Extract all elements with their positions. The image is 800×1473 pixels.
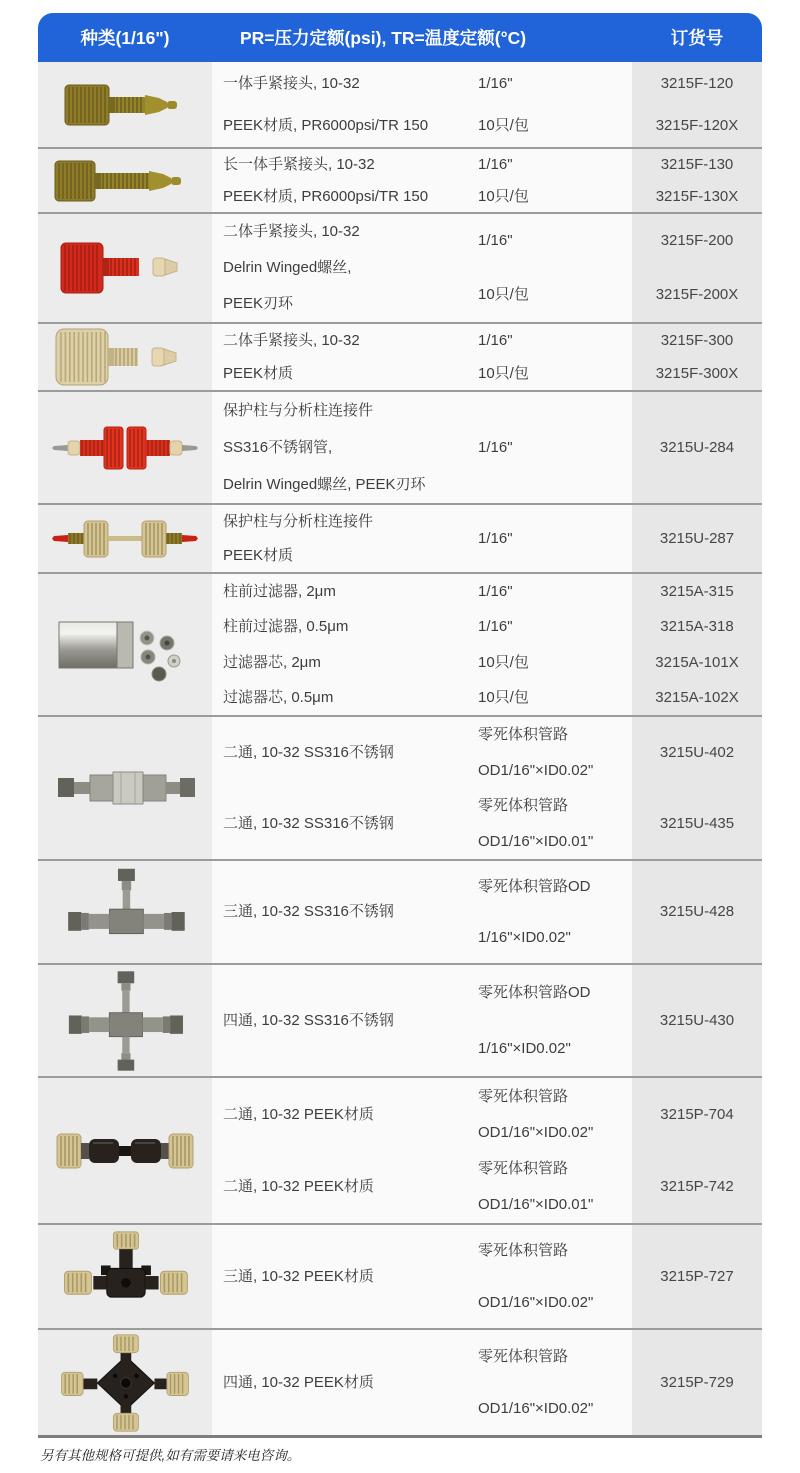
order-number: 3215U-284 (659, 438, 735, 456)
product-spec-line: 10只/包 (478, 688, 529, 706)
product-desc-line: 过滤器芯, 0.5μm (223, 688, 334, 706)
product-desc-line: PEEK材质, PR6000psi/TR 150 (223, 117, 429, 135)
order-number: 3215F-130X (655, 187, 739, 205)
product-spec-line: 1/16" (478, 438, 513, 456)
product-spec-line: 零死体积管路 (478, 1087, 569, 1105)
product-spec-line: 1/16"×ID0.02" (478, 928, 571, 946)
product-spec-line: 1/16" (478, 618, 513, 636)
product-desc-column (212, 149, 478, 212)
product-spec-line: OD1/16"×ID0.02" (478, 1123, 594, 1141)
product-image-cell (38, 861, 212, 963)
product-spec-line: OD1/16"×ID0.01" (478, 832, 594, 850)
product-spec-cell (212, 574, 632, 715)
product-spec-line: 零死体积管路 (478, 797, 569, 815)
order-number-cell (632, 965, 762, 1076)
product-desc-line: PEEK材质 (223, 546, 294, 564)
product-desc-line: 二通, 10-32 PEEK材质 (223, 1105, 374, 1123)
product-size-column (478, 965, 632, 1076)
product-desc-column (212, 1330, 478, 1435)
table-row (38, 963, 762, 1076)
product-desc-line: 柱前过滤器, 2μm (223, 583, 336, 600)
product-spec-line: 1/16" (478, 74, 513, 92)
product-spec-cell (212, 717, 632, 859)
product-desc-line: 三通, 10-32 PEEK材质 (223, 1267, 374, 1285)
steel-tee-photo (55, 865, 196, 959)
product-image-cell (38, 505, 212, 572)
order-number: 3215U-435 (659, 814, 735, 832)
product-spec-line: 10只/包 (478, 286, 529, 304)
product-image-cell (38, 1330, 212, 1435)
steel-cross-photo (56, 969, 194, 1073)
product-desc-column (212, 717, 478, 859)
order-number: 3215A-318 (660, 618, 734, 636)
table-row (38, 572, 762, 715)
peek-tee-photo (53, 1229, 197, 1325)
product-desc-column (212, 62, 478, 147)
product-desc-column (212, 505, 478, 572)
product-desc-line: 三通, 10-32 SS316不锈钢 (223, 903, 394, 921)
order-number: 3215F-120 (660, 74, 734, 92)
product-desc-line: 二通, 10-32 SS316不锈钢 (223, 814, 394, 832)
product-desc-line: 二体手紧接头, 10-32 (223, 223, 360, 241)
order-number: 3215P-742 (660, 1178, 734, 1196)
product-spec-line: 零死体积管路OD (478, 877, 591, 895)
product-image-cell (38, 1225, 212, 1328)
product-spec-line: 零死体积管路 (478, 1347, 569, 1365)
product-desc-column (212, 324, 478, 390)
product-desc-line: 四通, 10-32 PEEK材质 (223, 1373, 374, 1391)
product-spec-line: 1/16"×ID0.02" (478, 1039, 571, 1057)
product-desc-line: PEEK刃环 (223, 295, 294, 313)
table-row (38, 322, 762, 390)
product-spec-line: 零死体积管路OD (478, 984, 591, 1002)
order-number-cell (632, 149, 762, 212)
order-number-cell (632, 324, 762, 390)
product-spec-line: OD1/16"×ID0.02" (478, 1293, 594, 1311)
product-spec-line: OD1/16"×ID0.02" (478, 1400, 594, 1418)
product-desc-line: 一体手紧接头, 10-32 (223, 74, 360, 92)
product-image-cell (38, 965, 212, 1076)
product-size-column (478, 1078, 632, 1223)
product-spec-line: 1/16" (478, 232, 513, 250)
product-size-column (478, 717, 632, 859)
product-desc-line: 二通, 10-32 PEEK材质 (223, 1178, 374, 1196)
order-number: 3215A-315 (660, 583, 734, 600)
product-size-column (478, 505, 632, 572)
order-number: 3215F-200X (655, 286, 739, 304)
product-image-cell (38, 149, 212, 212)
product-desc-line: 过滤器芯, 2μm (223, 653, 321, 671)
product-spec-cell (212, 1225, 632, 1328)
order-number-cell (632, 1225, 762, 1328)
order-number: 3215F-200 (660, 232, 734, 250)
order-number: 3215P-729 (660, 1373, 734, 1391)
product-spec-line: 零死体积管路 (478, 726, 569, 744)
peek-union-photo (51, 1126, 199, 1176)
table-row (38, 212, 762, 322)
product-spec-line: OD1/16"×ID0.01" (478, 1196, 594, 1214)
product-spec-cell (212, 324, 632, 390)
order-number: 3215P-727 (660, 1267, 734, 1285)
product-desc-column (212, 574, 478, 715)
product-spec-cell (212, 505, 632, 572)
product-image-cell (38, 1078, 212, 1223)
product-image-cell (38, 717, 212, 859)
product-spec-line: 零死体积管路 (478, 1242, 569, 1260)
product-size-column (478, 392, 632, 503)
order-number: 3215U-428 (659, 903, 735, 921)
order-number: 3215U-402 (659, 743, 735, 761)
product-image-cell (38, 214, 212, 322)
product-desc-line: Delrin Winged螺丝, (223, 259, 352, 277)
order-number-cell (632, 392, 762, 503)
product-size-column (478, 214, 632, 322)
product-spec-line: 1/16" (478, 156, 513, 174)
product-size-column (478, 574, 632, 715)
order-number: 3215F-300X (655, 364, 739, 382)
product-desc-line: 保护柱与分析柱连接件 (223, 513, 374, 531)
order-number-cell (632, 574, 762, 715)
product-spec-line: 10只/包 (478, 364, 529, 382)
table-row (38, 715, 762, 859)
order-number: 3215F-300 (660, 331, 734, 349)
product-spec-cell (212, 62, 632, 147)
table-row (38, 1223, 762, 1328)
red-two-piece-fitting-photo (55, 236, 195, 300)
product-desc-line: 保护柱与分析柱连接件 (223, 401, 374, 419)
tan-peek-column-coupler-photo (50, 515, 200, 563)
product-spec-cell (212, 861, 632, 963)
order-number: 3215U-430 (659, 1011, 735, 1029)
product-spec-cell (212, 1330, 632, 1435)
tan-two-piece-fitting-photo (52, 324, 198, 390)
product-spec-line: 10只/包 (478, 117, 529, 135)
product-desc-column (212, 392, 478, 503)
table-header-row (38, 13, 762, 62)
order-number-cell (632, 505, 762, 572)
order-number: 3215A-102X (655, 688, 739, 706)
product-image-cell (38, 574, 212, 715)
gold-one-piece-fitting-photo (55, 77, 195, 133)
order-number-cell (632, 1330, 762, 1435)
product-spec-line: 10只/包 (478, 653, 529, 671)
product-spec-line: 1/16" (478, 331, 513, 349)
product-size-column (478, 1330, 632, 1435)
table-row (38, 859, 762, 963)
product-desc-line: SS316不锈钢管, (223, 438, 333, 456)
product-desc-column (212, 1225, 478, 1328)
product-spec-line: 1/16" (478, 529, 513, 547)
table-row (38, 1328, 762, 1435)
red-steel-column-coupler-photo (50, 421, 200, 475)
header-category: 种类(1/16") (80, 28, 170, 48)
product-size-column (478, 62, 632, 147)
table-row (38, 390, 762, 503)
header-order-number: 订货号 (670, 28, 724, 48)
order-number: 3215U-287 (659, 529, 735, 547)
product-table-body (38, 62, 762, 1435)
product-size-column (478, 1225, 632, 1328)
product-desc-line: PEEK材质, PR6000psi/TR 150 (223, 187, 429, 205)
product-desc-line: 二通, 10-32 SS316不锈钢 (223, 743, 394, 761)
order-number-cell (632, 62, 762, 147)
product-image-cell (38, 62, 212, 147)
product-size-column (478, 149, 632, 212)
product-desc-line: PEEK材质 (223, 364, 294, 382)
order-number: 3215F-130 (660, 156, 734, 174)
product-desc-column (212, 965, 478, 1076)
order-number-cell (632, 717, 762, 859)
product-desc-line: Delrin Winged螺丝, PEEK刃环 (223, 475, 426, 493)
order-number: 3215A-101X (655, 653, 739, 671)
product-table (38, 13, 762, 1438)
product-size-column (478, 861, 632, 963)
product-spec-cell (212, 1078, 632, 1223)
table-row (38, 1076, 762, 1223)
product-desc-column (212, 1078, 478, 1223)
product-spec-line: OD1/16"×ID0.02" (478, 761, 594, 779)
table-row (38, 503, 762, 572)
header-spec: PR=压力定额(psi), TR=温度定额(°C) (240, 28, 527, 48)
product-size-column (478, 324, 632, 390)
product-desc-line: 长一体手紧接头, 10-32 (223, 156, 375, 174)
footer-note: 另有其他规格可提供,如有需要请来电咨询。 (40, 1448, 301, 1463)
product-spec-cell (212, 149, 632, 212)
product-desc-line: 二体手紧接头, 10-32 (223, 331, 360, 349)
order-number-cell (632, 214, 762, 322)
product-desc-column (212, 214, 478, 322)
product-spec-line: 零死体积管路 (478, 1160, 569, 1177)
product-image-cell (38, 392, 212, 503)
order-number: 3215P-704 (660, 1105, 734, 1123)
product-spec-cell (212, 392, 632, 503)
product-spec-line: 10只/包 (478, 187, 529, 205)
order-number-cell (632, 861, 762, 963)
product-desc-column (212, 861, 478, 963)
table-row (38, 147, 762, 212)
product-spec-cell (212, 214, 632, 322)
product-image-cell (38, 324, 212, 390)
steel-precolumn-filter-photo (55, 606, 195, 684)
table-row (38, 62, 762, 147)
order-number-cell (632, 1078, 762, 1223)
steel-union-photo (52, 762, 198, 814)
product-spec-line: 1/16" (478, 583, 513, 600)
order-number: 3215F-120X (655, 117, 739, 135)
product-spec-cell (212, 965, 632, 1076)
gold-long-one-piece-fitting-photo (51, 153, 199, 209)
product-desc-line: 四通, 10-32 SS316不锈钢 (223, 1011, 394, 1029)
peek-cross-photo (58, 1333, 192, 1433)
product-desc-line: 柱前过滤器, 0.5μm (223, 618, 349, 636)
